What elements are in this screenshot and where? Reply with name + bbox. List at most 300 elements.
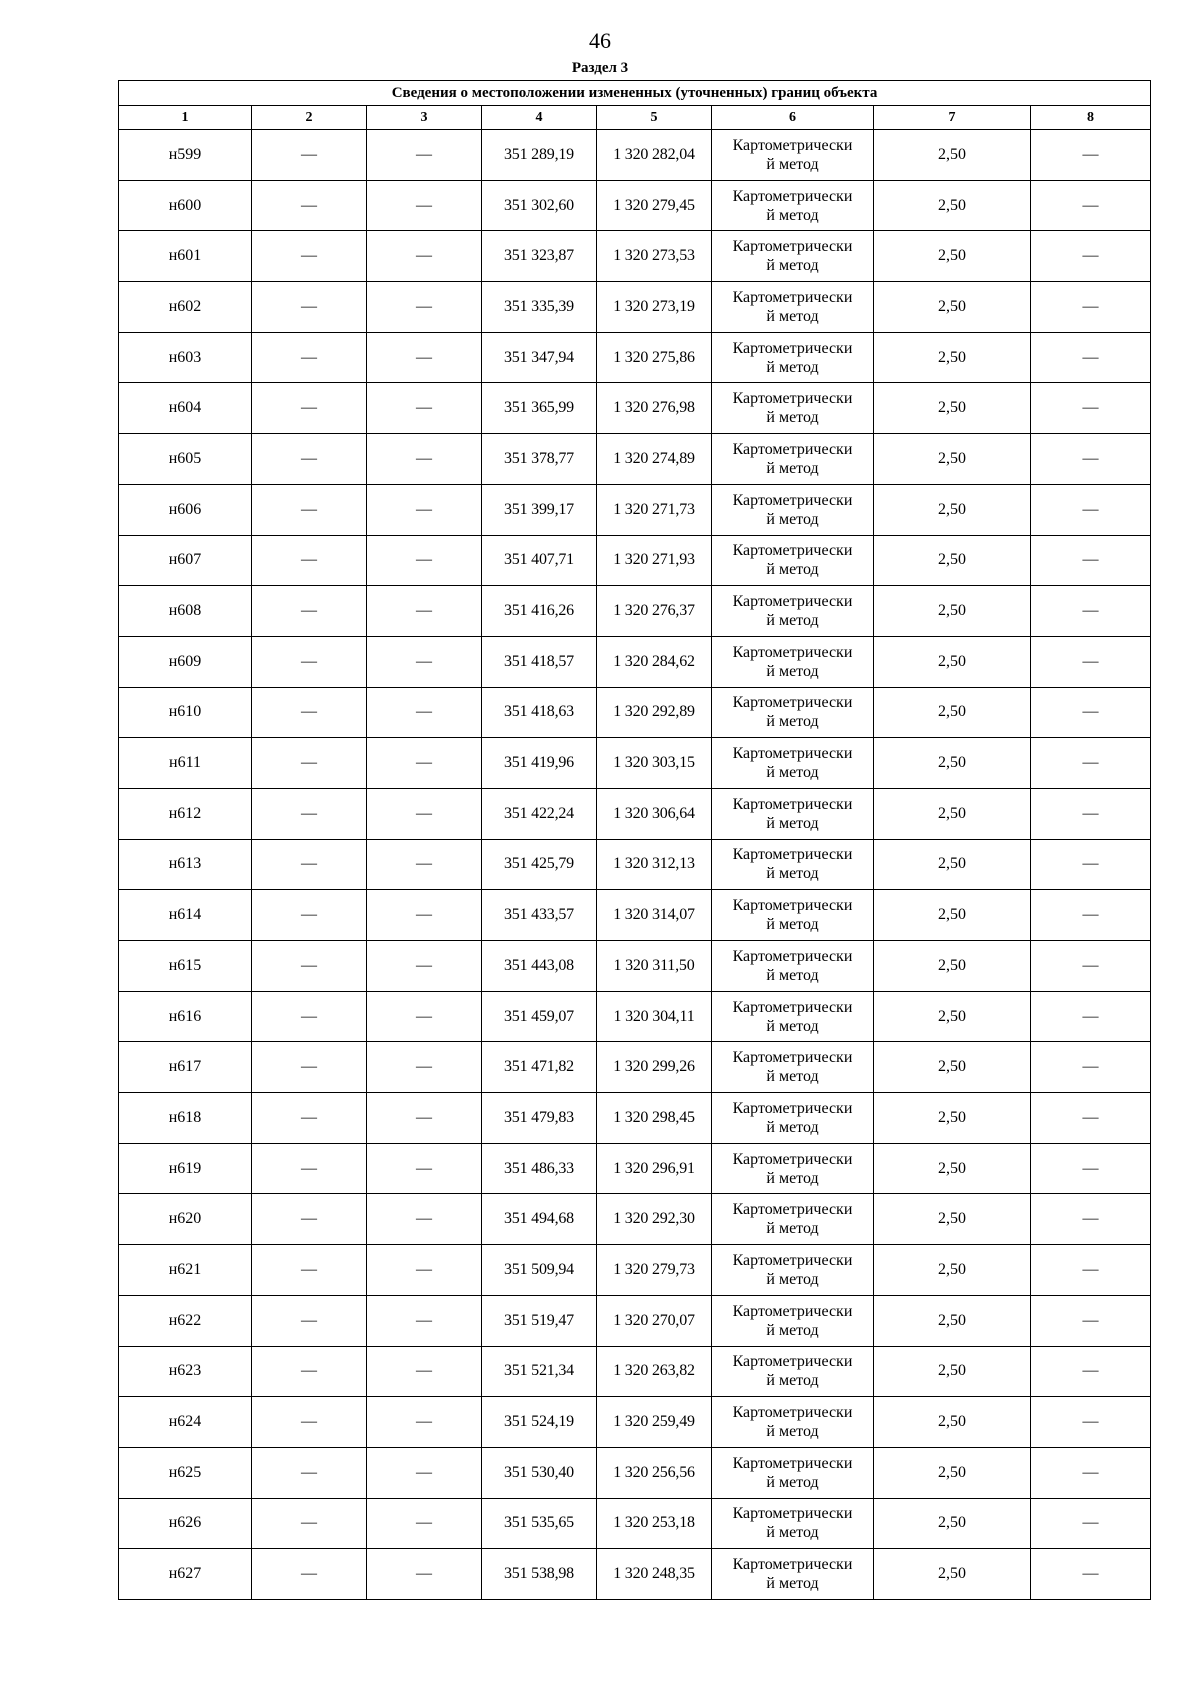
dash-cell: — — [252, 941, 367, 992]
x-coordinate-cell: 351 509,94 — [482, 1245, 597, 1296]
x-coordinate-cell: 351 378,77 — [482, 434, 597, 485]
dash-cell: — — [252, 1397, 367, 1448]
method-line: Картометрически — [732, 998, 853, 1016]
point-number-cell: н602 — [119, 282, 252, 333]
accuracy-cell: 2,50 — [874, 1447, 1031, 1498]
accuracy-cell: 2,50 — [874, 636, 1031, 687]
column-number: 6 — [712, 106, 874, 130]
page-number: 46 — [589, 28, 611, 53]
method-cell — [712, 788, 874, 839]
dash-cell: — — [252, 636, 367, 687]
dash-cell: — — [367, 941, 482, 992]
method-cell — [712, 687, 874, 738]
y-coordinate-cell: 1 320 275,86 — [597, 332, 712, 383]
dash-cell: — — [367, 1245, 482, 1296]
table-row — [119, 1245, 1151, 1296]
dash-cell: — — [252, 180, 367, 231]
dash-cell: — — [252, 383, 367, 434]
method-cell — [712, 130, 874, 181]
method-line: Картометрически — [732, 491, 853, 509]
point-number-cell: н626 — [119, 1498, 252, 1549]
dash-cell: — — [252, 130, 367, 181]
table-row — [119, 1042, 1151, 1093]
method-line: й метод — [766, 561, 819, 579]
accuracy-cell: 2,50 — [874, 788, 1031, 839]
method-line: й метод — [766, 814, 819, 832]
method-line: й метод — [766, 1423, 819, 1441]
x-coordinate-cell: 351 419,96 — [482, 738, 597, 789]
x-coordinate-cell: 351 530,40 — [482, 1447, 597, 1498]
x-coordinate-cell: 351 422,24 — [482, 788, 597, 839]
y-coordinate-cell: 1 320 270,07 — [597, 1295, 712, 1346]
dash-cell: — — [367, 282, 482, 333]
method-cell — [712, 839, 874, 890]
column-number: 1 — [119, 106, 252, 130]
method-line: Картометрически — [732, 745, 853, 763]
dash-cell: — — [252, 738, 367, 789]
dash-cell: — — [367, 231, 482, 282]
method-line: й метод — [766, 916, 819, 934]
y-coordinate-cell: 1 320 314,07 — [597, 890, 712, 941]
dash-cell: — — [1031, 1295, 1151, 1346]
method-line: Картометрически — [732, 1404, 853, 1422]
x-coordinate-cell: 351 335,39 — [482, 282, 597, 333]
method-line: Картометрически — [732, 390, 853, 408]
dash-cell: — — [1031, 1042, 1151, 1093]
table-row — [119, 383, 1151, 434]
dash-cell: — — [367, 890, 482, 941]
method-line: й метод — [766, 865, 819, 883]
point-number-cell: н601 — [119, 231, 252, 282]
y-coordinate-cell: 1 320 276,98 — [597, 383, 712, 434]
y-coordinate-cell: 1 320 256,56 — [597, 1447, 712, 1498]
method-cell — [712, 1498, 874, 1549]
method-cell — [712, 1194, 874, 1245]
point-number-cell: н622 — [119, 1295, 252, 1346]
y-coordinate-cell: 1 320 296,91 — [597, 1143, 712, 1194]
y-coordinate-cell: 1 320 282,04 — [597, 130, 712, 181]
x-coordinate-cell: 351 486,33 — [482, 1143, 597, 1194]
dash-cell: — — [252, 839, 367, 890]
x-coordinate-cell: 351 521,34 — [482, 1346, 597, 1397]
dash-cell: — — [1031, 1245, 1151, 1296]
point-number-cell: н604 — [119, 383, 252, 434]
y-coordinate-cell: 1 320 292,30 — [597, 1194, 712, 1245]
x-coordinate-cell: 351 538,98 — [482, 1549, 597, 1600]
accuracy-cell: 2,50 — [874, 535, 1031, 586]
dash-cell: — — [252, 484, 367, 535]
y-coordinate-cell: 1 320 271,73 — [597, 484, 712, 535]
x-coordinate-cell: 351 519,47 — [482, 1295, 597, 1346]
table-row — [119, 839, 1151, 890]
method-line: й метод — [766, 1118, 819, 1136]
dash-cell: — — [1031, 1143, 1151, 1194]
point-number-cell: н623 — [119, 1346, 252, 1397]
dash-cell: — — [1031, 484, 1151, 535]
table-row — [119, 231, 1151, 282]
point-number-cell: н611 — [119, 738, 252, 789]
table-row — [119, 991, 1151, 1042]
dash-cell: — — [367, 1093, 482, 1144]
x-coordinate-cell: 351 418,63 — [482, 687, 597, 738]
column-number: 7 — [874, 106, 1031, 130]
method-cell — [712, 941, 874, 992]
x-coordinate-cell: 351 323,87 — [482, 231, 597, 282]
method-line: Картометрически — [732, 643, 853, 661]
dash-cell: — — [367, 839, 482, 890]
point-number-cell: н603 — [119, 332, 252, 383]
point-number-cell: н615 — [119, 941, 252, 992]
method-line: й метод — [766, 1068, 819, 1086]
dash-cell: — — [1031, 180, 1151, 231]
dash-cell: — — [252, 282, 367, 333]
method-line: Картометрически — [732, 1556, 853, 1574]
method-line: Картометрически — [732, 1099, 853, 1117]
column-number: 2 — [252, 106, 367, 130]
method-cell — [712, 1042, 874, 1093]
y-coordinate-cell: 1 320 274,89 — [597, 434, 712, 485]
dash-cell: — — [1031, 941, 1151, 992]
dash-cell: — — [252, 687, 367, 738]
method-line: й метод — [766, 409, 819, 427]
y-coordinate-cell: 1 320 299,26 — [597, 1042, 712, 1093]
dash-cell: — — [1031, 1093, 1151, 1144]
method-cell — [712, 1093, 874, 1144]
dash-cell: — — [367, 687, 482, 738]
method-cell — [712, 586, 874, 637]
point-number-cell: н606 — [119, 484, 252, 535]
dash-cell: — — [1031, 434, 1151, 485]
column-number: 3 — [367, 106, 482, 130]
method-line: й метод — [766, 257, 819, 275]
accuracy-cell: 2,50 — [874, 941, 1031, 992]
method-line: й метод — [766, 1575, 819, 1593]
method-cell — [712, 636, 874, 687]
method-cell — [712, 991, 874, 1042]
x-coordinate-cell: 351 407,71 — [482, 535, 597, 586]
table-row — [119, 738, 1151, 789]
dash-cell: — — [367, 1549, 482, 1600]
dash-cell: — — [367, 1042, 482, 1093]
dash-cell: — — [1031, 687, 1151, 738]
x-coordinate-cell: 351 418,57 — [482, 636, 597, 687]
table-row — [119, 941, 1151, 992]
table-row — [119, 535, 1151, 586]
accuracy-cell: 2,50 — [874, 738, 1031, 789]
method-cell — [712, 1295, 874, 1346]
column-number: 5 — [597, 106, 712, 130]
table-row — [119, 1194, 1151, 1245]
table-row — [119, 636, 1151, 687]
y-coordinate-cell: 1 320 248,35 — [597, 1549, 712, 1600]
x-coordinate-cell: 351 524,19 — [482, 1397, 597, 1448]
point-number-cell: н605 — [119, 434, 252, 485]
accuracy-cell: 2,50 — [874, 130, 1031, 181]
dash-cell: — — [1031, 1498, 1151, 1549]
table-row — [119, 180, 1151, 231]
dash-cell: — — [1031, 586, 1151, 637]
method-line: Картометрически — [732, 238, 853, 256]
table-row — [119, 1295, 1151, 1346]
method-line: й метод — [766, 1169, 819, 1187]
method-line: Картометрически — [732, 846, 853, 864]
x-coordinate-cell: 351 365,99 — [482, 383, 597, 434]
accuracy-cell: 2,50 — [874, 1346, 1031, 1397]
dash-cell: — — [1031, 130, 1151, 181]
dash-cell: — — [1031, 332, 1151, 383]
dash-cell: — — [367, 1346, 482, 1397]
x-coordinate-cell: 351 535,65 — [482, 1498, 597, 1549]
point-number-cell: н600 — [119, 180, 252, 231]
method-line: й метод — [766, 612, 819, 630]
dash-cell: — — [367, 383, 482, 434]
dash-cell: — — [367, 1498, 482, 1549]
dash-cell: — — [252, 1194, 367, 1245]
x-coordinate-cell: 351 347,94 — [482, 332, 597, 383]
table-row — [119, 130, 1151, 181]
table-row — [119, 1093, 1151, 1144]
dash-cell: — — [1031, 890, 1151, 941]
table-row — [119, 282, 1151, 333]
y-coordinate-cell: 1 320 292,89 — [597, 687, 712, 738]
section-title: Раздел 3 — [571, 60, 629, 76]
accuracy-cell: 2,50 — [874, 687, 1031, 738]
method-cell — [712, 535, 874, 586]
dash-cell: — — [252, 788, 367, 839]
y-coordinate-cell: 1 320 263,82 — [597, 1346, 712, 1397]
method-line: й метод — [766, 966, 819, 984]
dash-cell: — — [252, 1447, 367, 1498]
accuracy-cell: 2,50 — [874, 1194, 1031, 1245]
dash-cell: — — [1031, 282, 1151, 333]
x-coordinate-cell: 351 459,07 — [482, 991, 597, 1042]
dash-cell: — — [252, 1549, 367, 1600]
y-coordinate-cell: 1 320 312,13 — [597, 839, 712, 890]
method-cell — [712, 1346, 874, 1397]
method-line: й метод — [766, 764, 819, 782]
dash-cell: — — [1031, 636, 1151, 687]
dash-cell: — — [1031, 788, 1151, 839]
point-number-cell: н625 — [119, 1447, 252, 1498]
dash-cell: — — [252, 1143, 367, 1194]
x-coordinate-cell: 351 479,83 — [482, 1093, 597, 1144]
table-row — [119, 332, 1151, 383]
dash-cell: — — [1031, 383, 1151, 434]
method-cell — [712, 890, 874, 941]
method-line: Картометрически — [732, 947, 853, 965]
x-coordinate-cell: 351 471,82 — [482, 1042, 597, 1093]
method-line: й метод — [766, 1524, 819, 1542]
method-cell — [712, 1397, 874, 1448]
method-line: Картометрически — [732, 339, 853, 357]
method-line: Картометрически — [732, 897, 853, 915]
x-coordinate-cell: 351 433,57 — [482, 890, 597, 941]
method-cell — [712, 738, 874, 789]
table-row — [119, 484, 1151, 535]
y-coordinate-cell: 1 320 253,18 — [597, 1498, 712, 1549]
y-coordinate-cell: 1 320 284,62 — [597, 636, 712, 687]
accuracy-cell: 2,50 — [874, 1042, 1031, 1093]
method-line: й метод — [766, 1321, 819, 1339]
y-coordinate-cell: 1 320 259,49 — [597, 1397, 712, 1448]
point-number-cell: н621 — [119, 1245, 252, 1296]
method-line: Картометрически — [732, 1251, 853, 1269]
method-cell — [712, 484, 874, 535]
accuracy-cell: 2,50 — [874, 332, 1031, 383]
dash-cell: — — [252, 890, 367, 941]
coordinates-table — [118, 80, 1151, 1600]
method-line: й метод — [766, 662, 819, 680]
dash-cell: — — [252, 1498, 367, 1549]
dash-cell: — — [252, 1042, 367, 1093]
method-line: й метод — [766, 510, 819, 528]
point-number-cell: н613 — [119, 839, 252, 890]
method-line: й метод — [766, 1473, 819, 1491]
method-line: Картометрически — [732, 1454, 853, 1472]
method-line: Картометрически — [732, 795, 853, 813]
x-coordinate-cell: 351 399,17 — [482, 484, 597, 535]
method-line: Картометрически — [732, 1201, 853, 1219]
method-line: Картометрически — [732, 542, 853, 560]
method-line: Картометрически — [732, 1353, 853, 1371]
method-line: й метод — [766, 155, 819, 173]
table-row — [119, 1498, 1151, 1549]
dash-cell: — — [367, 586, 482, 637]
table-row — [119, 890, 1151, 941]
table-row — [119, 1549, 1151, 1600]
method-line: й метод — [766, 206, 819, 224]
x-coordinate-cell: 351 416,26 — [482, 586, 597, 637]
y-coordinate-cell: 1 320 271,93 — [597, 535, 712, 586]
column-number-row — [119, 106, 1151, 130]
point-number-cell: н612 — [119, 788, 252, 839]
dash-cell: — — [367, 434, 482, 485]
method-line: Картометрически — [732, 694, 853, 712]
dash-cell: — — [367, 1194, 482, 1245]
dash-cell: — — [1031, 1346, 1151, 1397]
x-coordinate-cell: 351 425,79 — [482, 839, 597, 890]
method-line: й метод — [766, 1017, 819, 1035]
dash-cell: — — [367, 1295, 482, 1346]
dash-cell: — — [1031, 738, 1151, 789]
point-number-cell: н599 — [119, 130, 252, 181]
dash-cell: — — [1031, 1194, 1151, 1245]
table-row — [119, 1143, 1151, 1194]
accuracy-cell: 2,50 — [874, 586, 1031, 637]
point-number-cell: н616 — [119, 991, 252, 1042]
dash-cell: — — [252, 332, 367, 383]
point-number-cell: н619 — [119, 1143, 252, 1194]
table-body — [119, 130, 1151, 1600]
method-cell — [712, 180, 874, 231]
point-number-cell: н607 — [119, 535, 252, 586]
table-row — [119, 1397, 1151, 1448]
method-line: й метод — [766, 307, 819, 325]
y-coordinate-cell: 1 320 276,37 — [597, 586, 712, 637]
point-number-cell: н610 — [119, 687, 252, 738]
x-coordinate-cell: 351 443,08 — [482, 941, 597, 992]
dash-cell: — — [367, 1447, 482, 1498]
dash-cell: — — [252, 991, 367, 1042]
point-number-cell: н620 — [119, 1194, 252, 1245]
y-coordinate-cell: 1 320 273,53 — [597, 231, 712, 282]
dash-cell: — — [252, 231, 367, 282]
accuracy-cell: 2,50 — [874, 890, 1031, 941]
point-number-cell: н617 — [119, 1042, 252, 1093]
column-number: 8 — [1031, 106, 1151, 130]
point-number-cell: н608 — [119, 586, 252, 637]
method-line: й метод — [766, 1220, 819, 1238]
method-line: Картометрически — [732, 1150, 853, 1168]
accuracy-cell: 2,50 — [874, 282, 1031, 333]
method-cell — [712, 332, 874, 383]
dash-cell: — — [367, 484, 482, 535]
dash-cell: — — [367, 130, 482, 181]
dash-cell: — — [367, 788, 482, 839]
dash-cell: — — [367, 991, 482, 1042]
dash-cell: — — [252, 1093, 367, 1144]
dash-cell: — — [252, 1346, 367, 1397]
y-coordinate-cell: 1 320 303,15 — [597, 738, 712, 789]
dash-cell: — — [252, 1295, 367, 1346]
method-line: Картометрически — [732, 1505, 853, 1523]
point-number-cell: н609 — [119, 636, 252, 687]
method-line: Картометрически — [732, 1049, 853, 1067]
accuracy-cell: 2,50 — [874, 991, 1031, 1042]
dash-cell: — — [252, 586, 367, 637]
method-line: й метод — [766, 1372, 819, 1390]
y-coordinate-cell: 1 320 279,73 — [597, 1245, 712, 1296]
y-coordinate-cell: 1 320 306,64 — [597, 788, 712, 839]
method-line: й метод — [766, 358, 819, 376]
point-number-cell: н624 — [119, 1397, 252, 1448]
point-number-cell: н614 — [119, 890, 252, 941]
table-row — [119, 687, 1151, 738]
accuracy-cell: 2,50 — [874, 1295, 1031, 1346]
method-line: Картометрически — [732, 136, 853, 154]
dash-cell: — — [1031, 535, 1151, 586]
dash-cell: — — [252, 535, 367, 586]
dash-cell: — — [1031, 839, 1151, 890]
method-line: Картометрически — [732, 593, 853, 611]
method-cell — [712, 282, 874, 333]
dash-cell: — — [1031, 991, 1151, 1042]
table-row — [119, 586, 1151, 637]
accuracy-cell: 2,50 — [874, 434, 1031, 485]
method-cell — [712, 383, 874, 434]
point-number-cell: н627 — [119, 1549, 252, 1600]
dash-cell: — — [367, 180, 482, 231]
dash-cell: — — [367, 332, 482, 383]
method-line: Картометрически — [732, 288, 853, 306]
y-coordinate-cell: 1 320 311,50 — [597, 941, 712, 992]
method-line: Картометрически — [732, 440, 853, 458]
dash-cell: — — [252, 1245, 367, 1296]
accuracy-cell: 2,50 — [874, 231, 1031, 282]
method-line: й метод — [766, 1270, 819, 1288]
y-coordinate-cell: 1 320 273,19 — [597, 282, 712, 333]
dash-cell: — — [367, 1143, 482, 1194]
dash-cell: — — [367, 738, 482, 789]
method-cell — [712, 231, 874, 282]
dash-cell: — — [367, 1397, 482, 1448]
accuracy-cell: 2,50 — [874, 1498, 1031, 1549]
y-coordinate-cell: 1 320 304,11 — [597, 991, 712, 1042]
dash-cell: — — [1031, 1447, 1151, 1498]
dash-cell: — — [1031, 231, 1151, 282]
table-row — [119, 1447, 1151, 1498]
method-line: Картометрически — [732, 1302, 853, 1320]
